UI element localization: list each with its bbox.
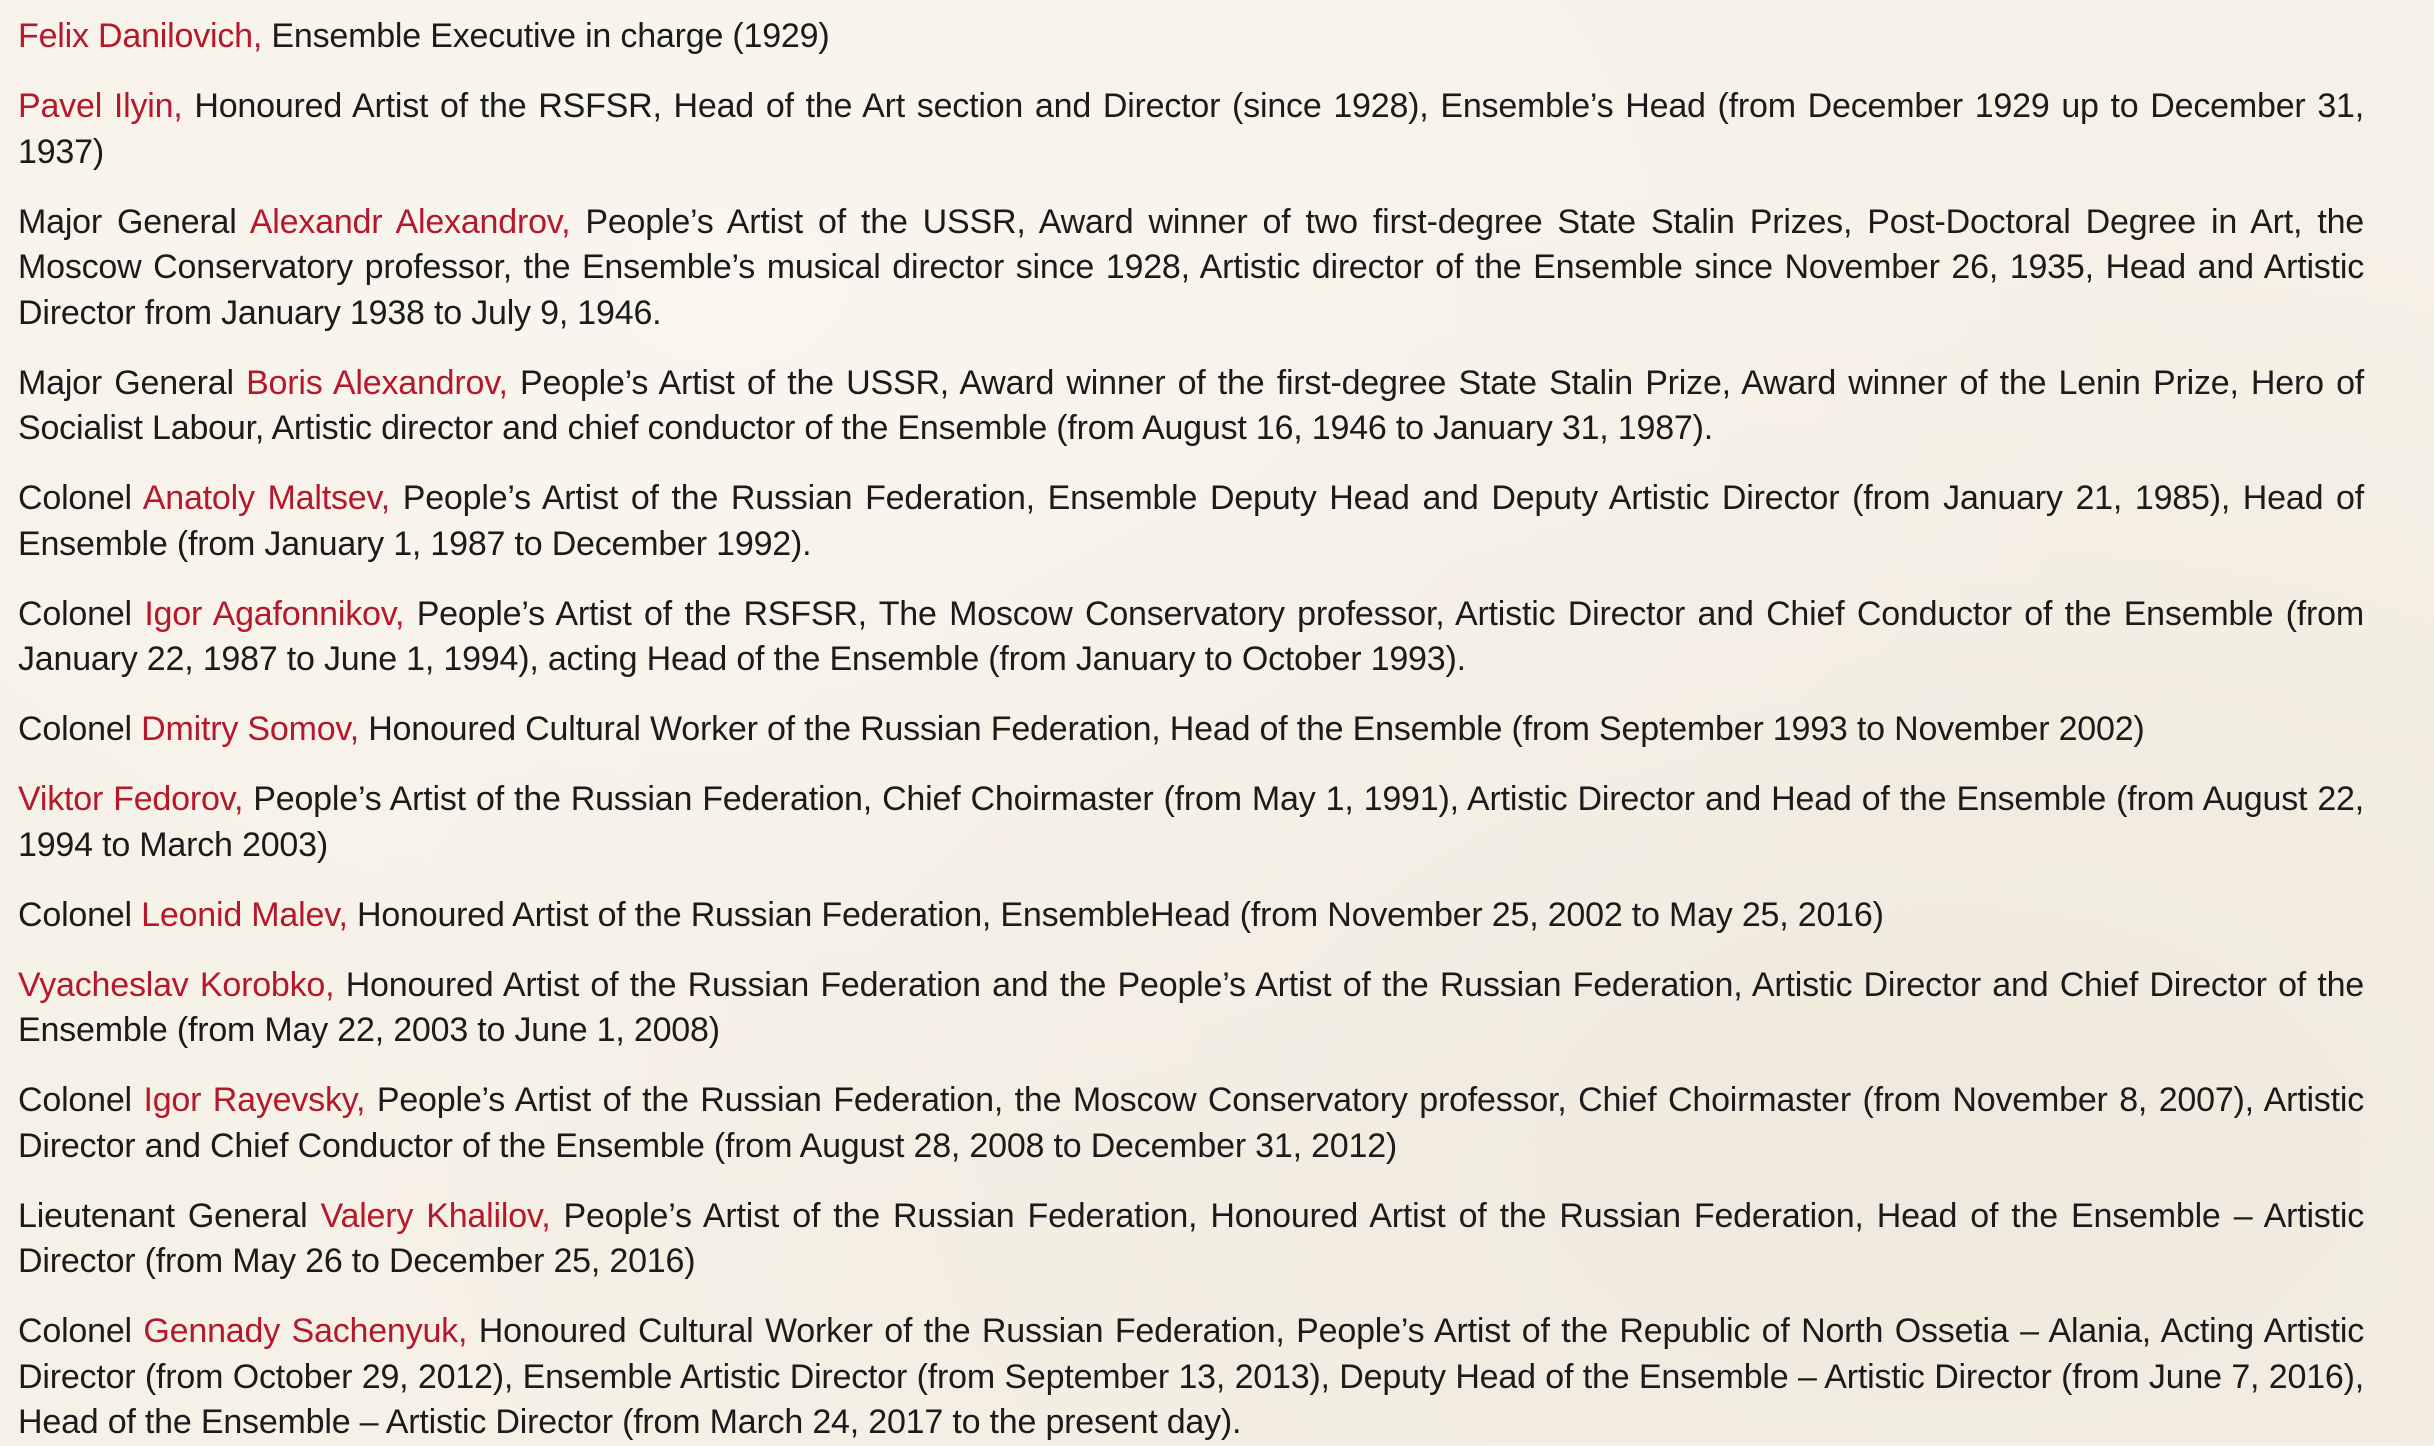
- entry-name: Gennady Sachenyuk,: [143, 1312, 468, 1350]
- entry-vyacheslav-korobko: [18, 963, 2364, 1054]
- entry-rank: Major General: [18, 363, 234, 402]
- entry-leonid-malev: [18, 893, 2364, 939]
- entry-name: Viktor Fedorov,: [18, 780, 244, 818]
- entry-description: People’s Artist of the Russian Federation, Chief Choirmaster (from May 1, 1991), Artistic Director and Head of the Ensemble (from August 22, 1994 to March 2003): [18, 780, 2364, 864]
- entry-description: Honoured Artist of the RSFSR, Head of the Art section and Director (since 1928), Ensemble’s Head (from December 1929 up to December 31, 1937): [18, 87, 2364, 171]
- entry-pavel-ilyin: [18, 84, 2364, 175]
- entry-description: Ensemble Executive in charge (1929): [271, 17, 830, 55]
- entry-name: Vyacheslav Korobko,: [18, 965, 335, 1004]
- entry-boris-alexandrov: [18, 361, 2364, 452]
- entry-name: Igor Rayevsky,: [143, 1081, 366, 1119]
- entry-description: Honoured Cultural Worker of the Russian Federation, People’s Artist of the Republic of North Ossetia – Alania, Acting Artistic Director (from October 29, 2012), Ensemble Artistic Director (from September 13, 2013), Deputy Head of the Ensemble – Artistic Director (from June 7, 2016), Head of the Ensemble – Artistic Director (from March 24, 2017 to the present day).: [18, 1312, 2364, 1441]
- entry-rank: Colonel: [18, 1081, 132, 1119]
- entry-rank: Colonel: [18, 594, 132, 633]
- entry-igor-rayevsky: [18, 1078, 2364, 1169]
- entry-name: Igor Agafonnikov,: [144, 594, 405, 633]
- entry-rank: Colonel: [18, 479, 132, 517]
- entry-name: Leonid Malev,: [141, 895, 348, 934]
- entry-igor-agafonnikov: [18, 592, 2364, 683]
- entry-name: Boris Alexandrov,: [246, 363, 508, 402]
- entry-rank: Major General: [18, 202, 237, 241]
- entry-rank: Colonel: [18, 895, 132, 934]
- entry-name: Felix Danilovich,: [18, 17, 263, 55]
- entry-name: Pavel Ilyin,: [18, 87, 183, 125]
- entry-description: People’s Artist of the Russian Federation, Ensemble Deputy Head and Deputy Artistic Director (from January 21, 1985), Head of Ensemble (from January 1, 1987 to December 1992).: [18, 479, 2364, 563]
- entry-name: Anatoly Maltsev,: [142, 479, 390, 517]
- entry-name: Dmitry Somov,: [141, 710, 359, 748]
- entry-description: People’s Artist of the Russian Federation, the Moscow Conservatory professor, Chief Choirmaster (from November 8, 2007), Artistic Director and Chief Conductor of the Ensemble (from August 28, 2008 to December 31, 2012): [18, 1081, 2365, 1165]
- entry-alexandr-alexandrov: [18, 200, 2364, 337]
- entry-description: Honoured Artist of the Russian Federation, EnsembleHead (from November 25, 2002 to May 25, 2016): [356, 895, 1884, 934]
- entry-rank: Colonel: [18, 1312, 132, 1350]
- entry-rank: Colonel: [18, 710, 132, 748]
- entry-description: Honoured Artist of the Russian Federation and the People’s Artist of the Russian Federation, Artistic Director and Chief Director of the Ensemble (from May 22, 2003 to June 1, 2008): [18, 965, 2364, 1049]
- entry-description: People’s Artist of the Russian Federation, Honoured Artist of the Russian Federation, Head of the Ensemble – Artistic Director (from May 26 to December 25, 2016): [18, 1196, 2365, 1280]
- entry-name: Valery Khalilov,: [320, 1196, 551, 1235]
- entry-anatoly-maltsev: [18, 476, 2364, 567]
- entry-description: People’s Artist of the USSR, Award winner of the first-degree State Stalin Prize, Award winner of the Lenin Prize, Hero of Socialist Labour, Artistic director and chief conductor of the Ensemble (from August 16, 1946 to January 31, 1987).: [18, 363, 2365, 447]
- entry-description: Honoured Cultural Worker of the Russian Federation, Head of the Ensemble (from September 1993 to November 2002): [368, 710, 2145, 748]
- entry-viktor-fedorov: [18, 777, 2364, 868]
- entry-name: Alexandr Alexandrov,: [249, 202, 571, 241]
- entry-valery-khalilov: [18, 1194, 2364, 1285]
- entry-gennady-sachenyuk: [18, 1309, 2364, 1446]
- entry-rank: Lieutenant General: [18, 1196, 308, 1235]
- entry-description: People’s Artist of the RSFSR, The Moscow Conservatory professor, Artistic Director and Chief Conductor of the Ensemble (from January 22, 1987 to June 1, 1994), acting Head of the Ensemble (from January to October 1993).: [18, 594, 2365, 678]
- entry-description: People’s Artist of the USSR, Award winner of two first-degree State Stalin Prizes, Post-Doctoral Degree in Art, the Moscow Conservatory professor, the Ensemble’s musical director since 1928, Artistic director of the Ensemble since November 26, 1935, Head and Artistic Director from January 1938 to July 9, 1946.: [18, 202, 2364, 332]
- entry-dmitry-somov: [18, 707, 2364, 753]
- entry-felix-danilovich: [18, 14, 2364, 60]
